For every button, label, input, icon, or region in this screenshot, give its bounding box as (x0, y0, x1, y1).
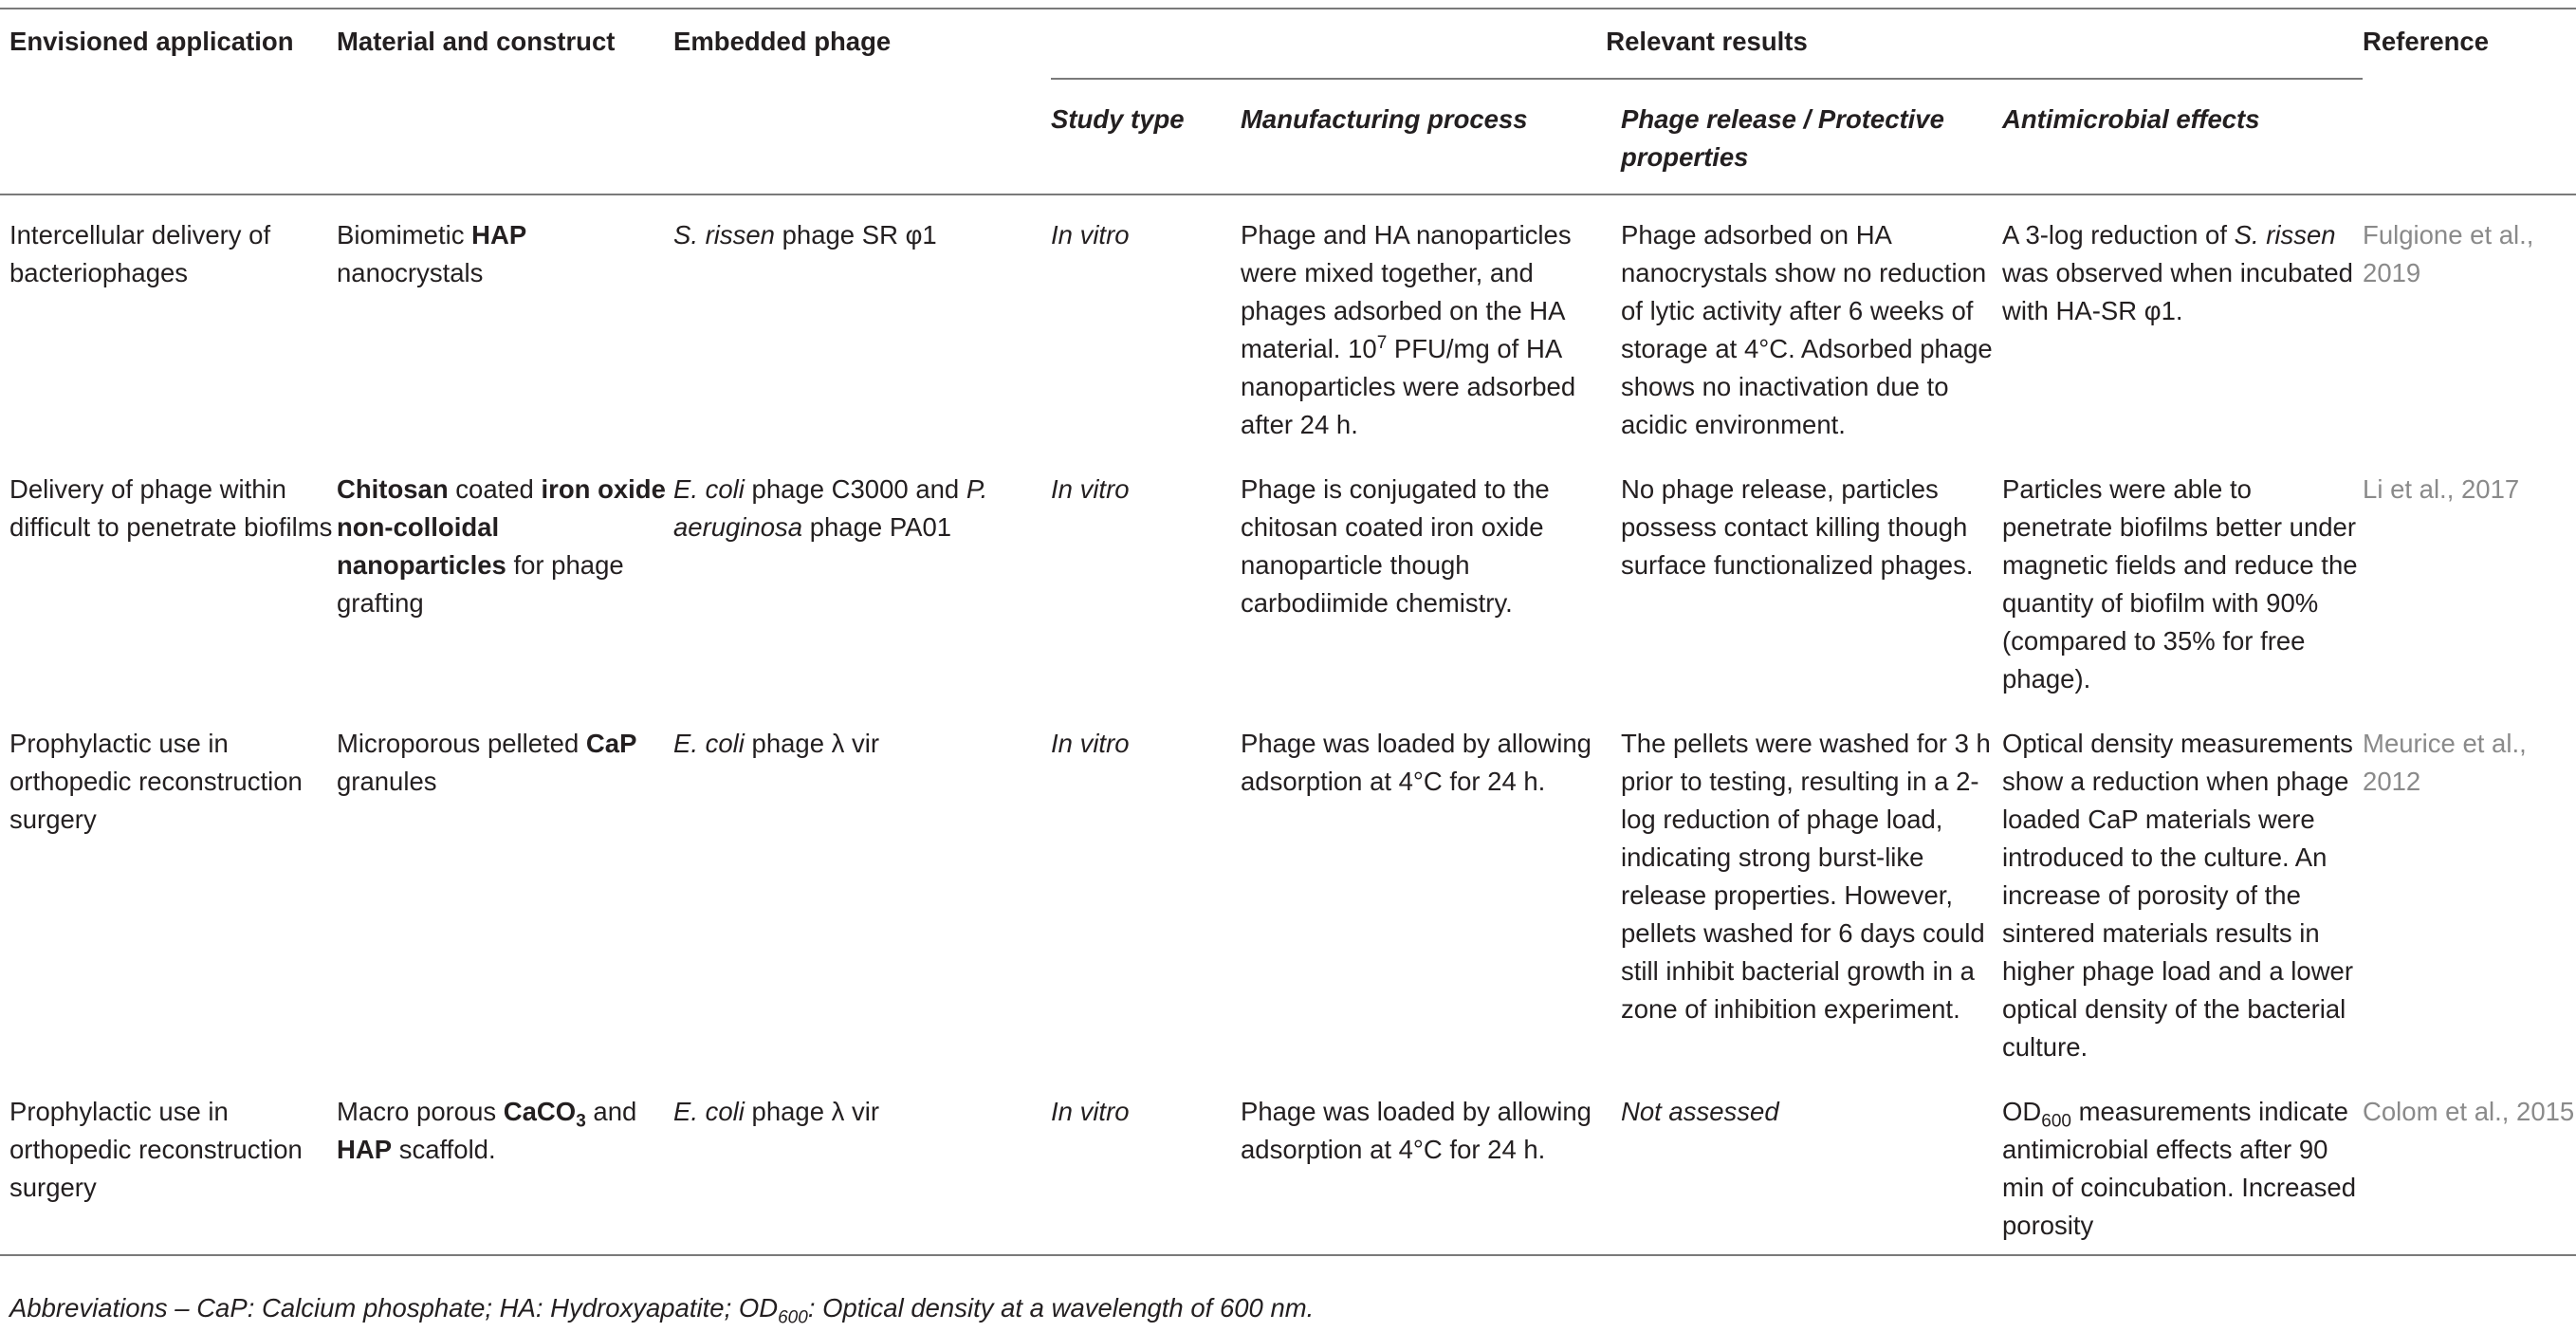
cell-reference: Li et al., 2017 (2363, 474, 2520, 504)
subscript: 600 (778, 1307, 808, 1328)
species-name: S. rissen (2234, 220, 2336, 250)
table-row (0, 194, 2576, 453)
text: phage C3000 and (744, 474, 966, 504)
cell-reference: Fulgione et al., 2019 (2363, 220, 2534, 287)
footnote-text: : Optical density at a wavelength of 600 nm. (807, 1293, 1315, 1323)
text: PFU/mg of HA nanoparticles were adsorbed after 24 h. (1241, 334, 1576, 439)
cell-phage (673, 1076, 1051, 1255)
text-bold: iron oxide non-colloidal nanoparticles (337, 474, 666, 580)
text: scaffold. (392, 1135, 496, 1164)
cell-antimicrobial: Optical density measurements show a reduction when phage loaded CaP materials were introduced to the culture. An increase of porosity of the sintered materials results in higher phage load and a lower optical density of the bacterial culture. (2002, 729, 2354, 1062)
header-reference: Reference (2363, 27, 2490, 56)
cell-application: Prophylactic use in orthopedic reconstruction surgery (9, 729, 303, 834)
text: was observed when incubated with HA-SR φ1. (2002, 258, 2353, 325)
text: Microporous pelleted (337, 729, 586, 758)
species-name: P. aeruginosa (673, 474, 988, 542)
text-bold: Chitosan (337, 474, 449, 504)
cell-manufacturing: Phage is conjugated to the chitosan coated iron oxide nanoparticle though carbodiimide chemistry. (1241, 474, 1550, 618)
header-antimicrobial-effects: Antimicrobial effects (2002, 104, 2260, 134)
cell-reference: Colom et al., 2015 (2363, 1097, 2575, 1126)
text: for phage grafting (337, 550, 624, 618)
text: phage SR φ1 (774, 220, 937, 250)
cell-material (337, 453, 673, 708)
cell-reference: Meurice et al., 2012 (2363, 729, 2527, 796)
cell-manufacturing: Phage was loaded by allowing adsorption at 4°C for 24 h. (1241, 1097, 1592, 1164)
cell-release: No phage release, particles possess contact killing though surface functionalized phages. (1621, 474, 1974, 580)
text: A 3-log reduction of (2002, 220, 2235, 250)
text: phage PA01 (802, 512, 952, 542)
header-manufacturing-process: Manufacturing process (1241, 104, 1528, 134)
table-row (0, 1076, 2576, 1255)
superscript: 7 (1376, 332, 1388, 353)
cell-antimicrobial (2002, 194, 2363, 453)
cell-study-type: In vitro (1051, 729, 1130, 758)
cell-study-type: In vitro (1051, 220, 1130, 250)
text: nanocrystals (337, 258, 484, 287)
header-study-type: Study type (1051, 104, 1185, 134)
header-envisioned-application: Envisioned application (9, 27, 294, 56)
cell-phage (673, 453, 1051, 708)
header-embedded-phage: Embedded phage (673, 27, 892, 56)
cell-release: Phage adsorbed on HA nanocrystals show no reduction of lytic activity after 6 weeks of storage at 4°C. Adsorbed phage shows no inactivation due to acidic environment. (1621, 220, 1993, 439)
cell-material (337, 194, 673, 453)
header-material-construct: Material and construct (337, 27, 616, 56)
text: Macro porous (337, 1097, 504, 1126)
cell-manufacturing (1241, 194, 1621, 453)
cell-antimicrobial (2002, 1076, 2363, 1255)
header-row (0, 9, 2576, 79)
cell-release: Not assessed (1621, 1097, 1779, 1126)
subscript: 600 (2041, 1111, 2071, 1132)
results-table (0, 8, 2576, 1256)
text: phage λ vir (744, 1097, 880, 1126)
species-name: E. coli (673, 474, 745, 504)
cell-release: The pellets were washed for 3 h prior to testing, resulting in a 2-log reduction of phage load, indicating strong burst-like release properties. However, pellets washed for 6 days could still inhibit bacterial growth in a zone of inhibition experiment. (1621, 729, 1991, 1024)
text-bold: CaCO (503, 1097, 577, 1126)
cell-manufacturing: Phage was loaded by allowing adsorption at 4°C for 24 h. (1241, 729, 1592, 796)
subscript: 3 (576, 1111, 586, 1132)
cell-phage (673, 194, 1051, 453)
cell-material (337, 1076, 673, 1255)
cell-antimicrobial: Particles were able to penetrate biofilms better under magnetic fields and reduce the quantity of biofilm with 90% (compared to 35% for free phage). (2002, 474, 2358, 694)
text-bold: HAP (337, 1135, 393, 1164)
table-row (0, 708, 2576, 1076)
cell-study-type: In vitro (1051, 1097, 1130, 1126)
cell-material (337, 708, 673, 1076)
cell-application: Intercellular delivery of bacteriophages (9, 220, 271, 287)
species-name: S. rissen (673, 220, 775, 250)
text: phage λ vir (744, 729, 880, 758)
header-phage-release: Phage release / Protective properties (1621, 104, 1944, 172)
table-row (0, 453, 2576, 708)
text: measurements indicate antimicrobial effects after 90 min of coincubation. Increased porosity (2002, 1097, 2356, 1240)
cell-application: Delivery of phage within difficult to penetrate biofilms (9, 474, 333, 542)
footnote-text: Abbreviations – CaP: Calcium phosphate; HA: Hydroxyapatite; OD (9, 1293, 779, 1323)
cell-application: Prophylactic use in orthopedic reconstruction surgery (9, 1097, 303, 1202)
cell-study-type: In vitro (1051, 474, 1130, 504)
text-bold: CaP (585, 729, 637, 758)
text-bold: HAP (471, 220, 527, 250)
text: Phage and HA nanoparticles were mixed together, and phages adsorbed on the HA material. 10 (1241, 220, 1572, 363)
text: granules (337, 767, 437, 796)
table-footnote (9, 1292, 1315, 1328)
text: and (585, 1097, 637, 1126)
text: Biomimetic (337, 220, 472, 250)
text: coated (448, 474, 542, 504)
species-name: E. coli (673, 1097, 745, 1126)
header-relevant-results: Relevant results (1051, 9, 2363, 79)
text: OD (2002, 1097, 2042, 1126)
cell-phage (673, 708, 1051, 1076)
species-name: E. coli (673, 729, 745, 758)
